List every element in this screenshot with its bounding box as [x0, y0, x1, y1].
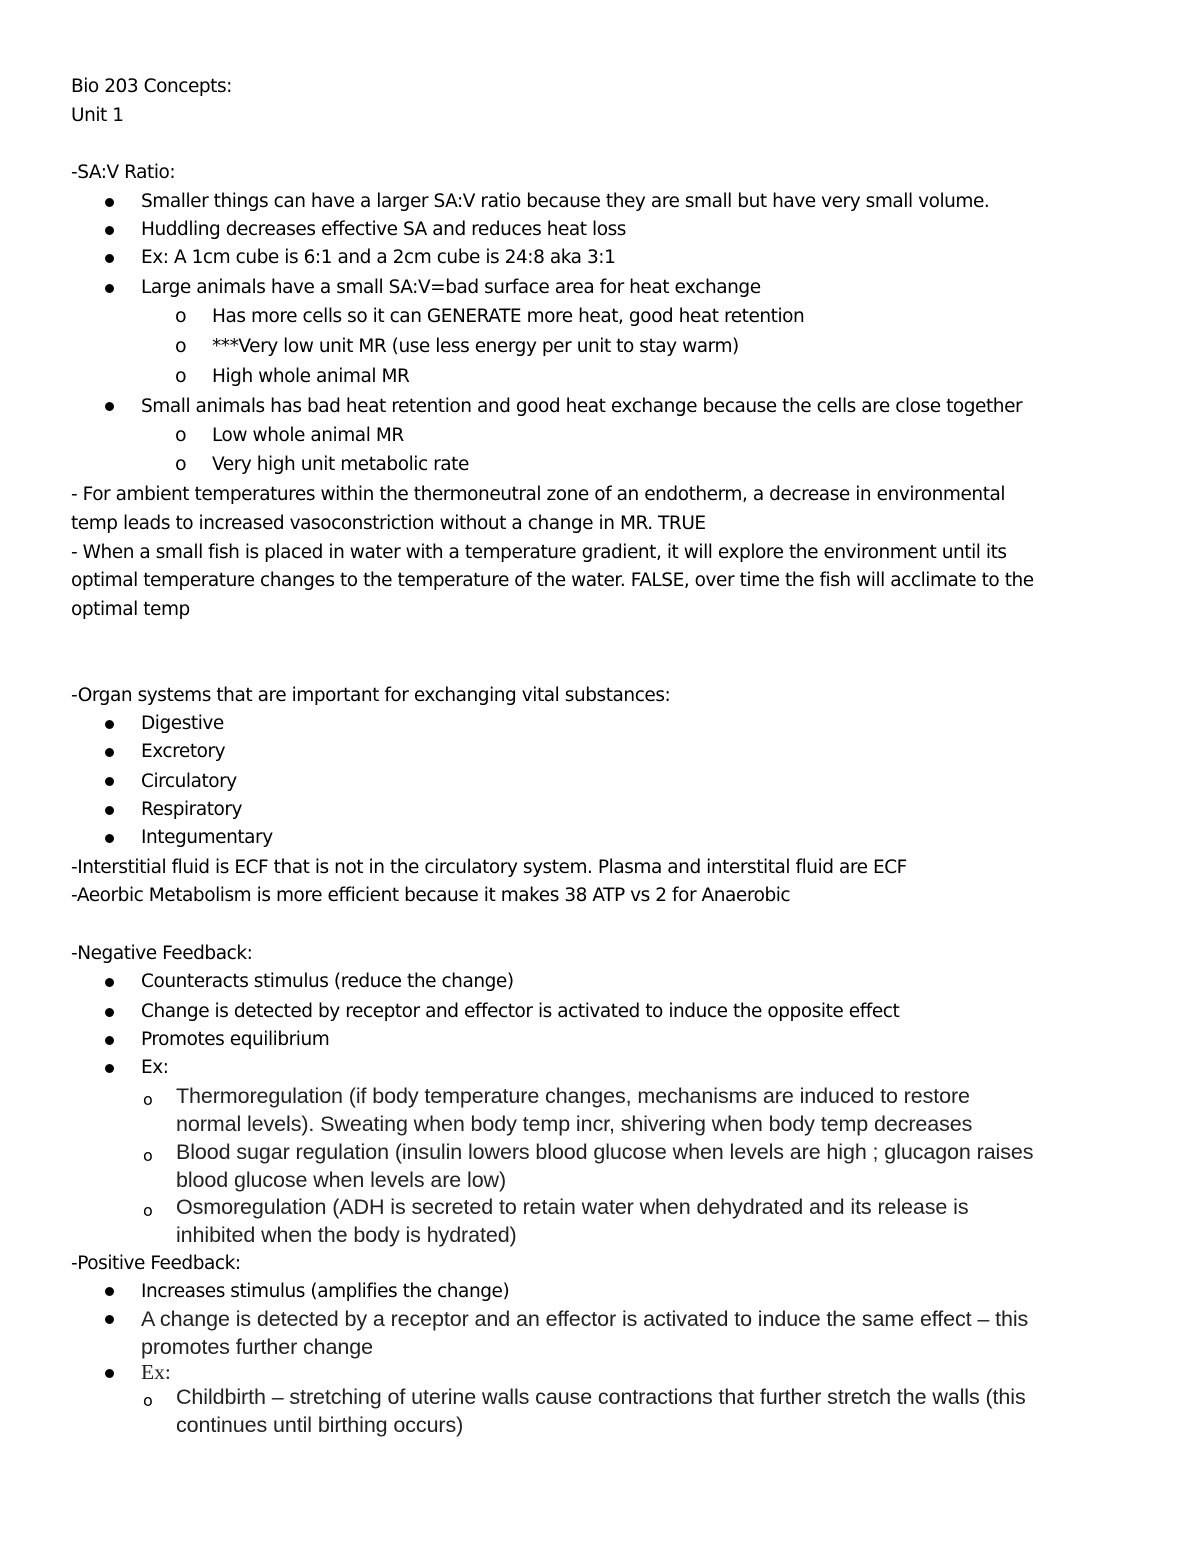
organ-item: Respiratory — [141, 799, 243, 820]
bullet-icon — [105, 198, 114, 207]
bullet-icon — [105, 777, 114, 786]
organ-heading: -Organ systems that are important for exchanging vital substances: — [71, 685, 671, 706]
bullet-icon — [105, 1287, 114, 1296]
circle-bullet-icon: o — [143, 1146, 153, 1165]
sav-bullet: Ex: A 1cm cube is 6:1 and a 2cm cube is 24:8 aka 3:1 — [141, 247, 616, 268]
negative-example: Thermoregulation (if body temperature changes, mechanisms are induced to restore — [176, 1084, 970, 1108]
circle-bullet-icon: o — [143, 1391, 153, 1410]
negative-feedback-heading: -Negative Feedback: — [71, 943, 253, 964]
negative-example: inhibited when the body is hydrated) — [176, 1223, 517, 1247]
bullet-icon — [105, 284, 114, 293]
negative-example: normal levels). Sweating when body temp incr, shivering when body temp decreases — [176, 1112, 973, 1136]
bullet-icon — [105, 226, 114, 235]
negative-example: Osmoregulation (ADH is secreted to retain water when dehydrated and its release is — [176, 1195, 969, 1219]
sav-bullet: Small animals has bad heat retention and good heat exchange because the cells are close together — [141, 396, 1023, 417]
negative-bullet: Change is detected by receptor and effector is activated to induce the opposite effect — [141, 1001, 900, 1022]
organ-item: Excretory — [141, 741, 226, 762]
bullet-icon — [105, 402, 114, 411]
statement-line: optimal temp — [71, 599, 190, 620]
bullet-icon — [105, 806, 114, 815]
circle-bullet-icon: o — [175, 365, 187, 387]
bullet-icon — [105, 1036, 114, 1045]
negative-example: Blood sugar regulation (insulin lowers blood glucose when levels are high ; glucagon raises — [176, 1140, 1034, 1164]
doc-title: Bio 203 Concepts: — [71, 76, 232, 97]
bullet-icon — [105, 720, 114, 729]
sav-bullet: Smaller things can have a larger SA:V ratio because they are small but have very small volume. — [141, 191, 990, 212]
sav-heading: -SA:V Ratio: — [71, 162, 176, 183]
organ-item: Circulatory — [141, 771, 237, 792]
interstitial-note: -Interstitial fluid is ECF that is not in the circulatory system. Plasma and interstital fluid are ECF — [71, 857, 907, 878]
positive-example: continues until birthing occurs) — [176, 1413, 464, 1437]
circle-bullet-icon: o — [175, 305, 187, 327]
aerobic-note: -Aeorbic Metabolism is more efficient because it makes 38 ATP vs 2 for Anaerobic — [71, 885, 791, 906]
sav-subbullet: Has more cells so it can GENERATE more heat, good heat retention — [212, 306, 805, 327]
circle-bullet-icon: o — [143, 1090, 153, 1109]
circle-bullet-icon: o — [175, 424, 187, 446]
sav-subbullet: Low whole animal MR — [212, 425, 404, 446]
negative-bullet: Promotes equilibrium — [141, 1029, 330, 1050]
bullet-icon — [105, 1369, 114, 1378]
statement-line: - For ambient temperatures within the thermoneutral zone of an endotherm, a decrease in environmental — [71, 484, 1006, 505]
sav-subbullet: ***Very low unit MR (use less energy per unit to stay warm) — [212, 336, 739, 357]
bullet-icon — [105, 834, 114, 843]
organ-item: Integumentary — [141, 827, 273, 848]
negative-bullet: Ex: — [141, 1057, 169, 1078]
negative-example: blood glucose when levels are low) — [176, 1168, 507, 1192]
positive-bullet-continued: promotes further change — [141, 1335, 373, 1359]
negative-bullet: Counteracts stimulus (reduce the change) — [141, 971, 514, 992]
bullet-icon — [105, 1064, 114, 1073]
statement-line: - When a small fish is placed in water with a temperature gradient, it will explore the environment until its — [71, 542, 1007, 563]
sav-subbullet: Very high unit metabolic rate — [212, 454, 469, 475]
sav-subbullet: High whole animal MR — [212, 366, 410, 387]
sav-bullet: Large animals have a small SA:V=bad surface area for heat exchange — [141, 277, 761, 298]
doc-unit: Unit 1 — [71, 105, 124, 126]
circle-bullet-icon: o — [143, 1201, 153, 1220]
positive-feedback-heading: -Positive Feedback: — [71, 1253, 241, 1274]
bullet-icon — [105, 978, 114, 987]
statement-line: optimal temperature changes to the temperature of the water. FALSE, over time the fish will acclimate to the — [71, 570, 1034, 591]
bullet-icon — [105, 1008, 114, 1017]
bullet-icon — [105, 1315, 114, 1324]
positive-bullet: Ex: — [141, 1360, 171, 1384]
positive-bullet: Increases stimulus (amplifies the change) — [141, 1281, 510, 1302]
circle-bullet-icon: o — [175, 453, 187, 475]
positive-bullet: A change is detected by a receptor and an effector is activated to induce the same effect – this — [141, 1307, 1029, 1331]
organ-item: Digestive — [141, 713, 224, 734]
bullet-icon — [105, 748, 114, 757]
circle-bullet-icon: o — [175, 335, 187, 357]
sav-bullet: Huddling decreases effective SA and reduces heat loss — [141, 219, 626, 240]
statement-line: temp leads to increased vasoconstriction without a change in MR. TRUE — [71, 513, 706, 534]
bullet-icon — [105, 254, 114, 263]
positive-example: Childbirth – stretching of uterine walls cause contractions that further stretch the walls (this — [176, 1385, 1026, 1409]
